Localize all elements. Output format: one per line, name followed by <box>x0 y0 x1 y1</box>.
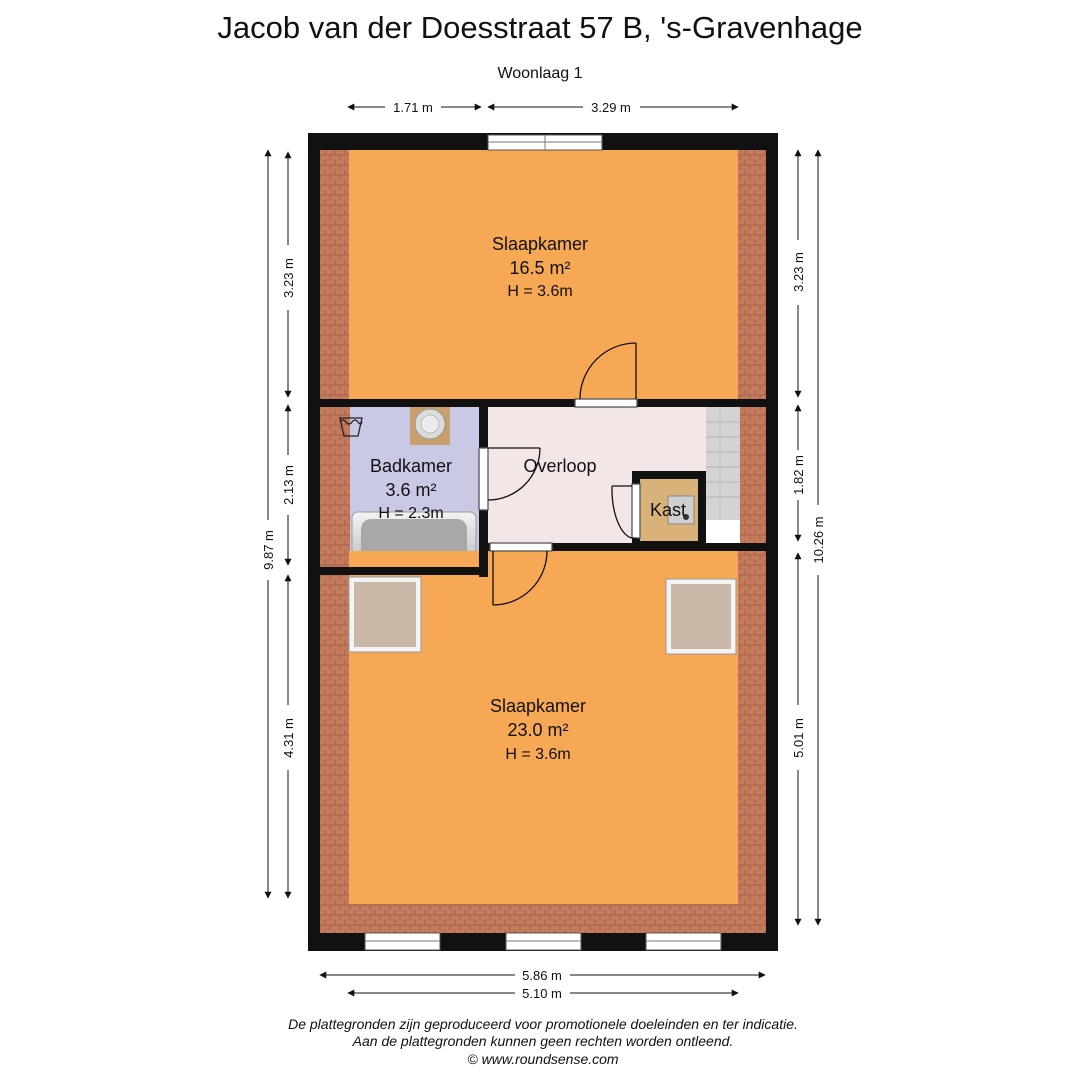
svg-text:5.10 m: 5.10 m <box>522 986 562 1001</box>
svg-text:1.82 m: 1.82 m <box>791 455 806 495</box>
svg-text:5.01 m: 5.01 m <box>791 718 806 758</box>
dim-left-lower <box>281 575 296 898</box>
dim-top-right <box>488 100 738 115</box>
label-slaapkamer-top-area: 16.5 m² <box>509 258 571 278</box>
svg-text:9.87 m: 9.87 m <box>261 530 276 570</box>
label-slaapkamer-bottom-name: Slaapkamer <box>489 696 587 716</box>
dim-right-lower <box>791 553 806 925</box>
window-bottom-2 <box>506 933 581 950</box>
footer-disclaimer-1: De plattegronden zijn geproduceerd voor promotionele doeleinden en ter indicatie. <box>288 1016 798 1032</box>
sink-drain <box>421 415 439 433</box>
dim-right-middle <box>791 405 806 541</box>
window-top <box>488 135 602 150</box>
dim-right-outer <box>811 150 826 925</box>
dim-left-upper <box>281 152 296 397</box>
label-slaapkamer-top-height: H = 3.6m <box>507 283 573 300</box>
dim-bottom-inner <box>348 986 738 1001</box>
svg-text:3.29 m: 3.29 m <box>591 100 631 115</box>
svg-text:3.23 m: 3.23 m <box>791 252 806 292</box>
label-slaapkamer-bottom-area: 23.0 m² <box>507 720 569 740</box>
roof-window-right <box>666 579 736 654</box>
label-badkamer-height: H = 2.3m <box>378 505 444 522</box>
svg-text:3.23 m: 3.23 m <box>281 258 296 298</box>
window-bottom-3 <box>646 933 721 950</box>
dim-top-left <box>348 100 481 115</box>
dim-left-outer <box>261 150 276 898</box>
footer-copyright: © www.roundsense.com <box>467 1051 619 1067</box>
floor-level-label: Woonlaag 1 <box>497 65 583 82</box>
label-badkamer-name: Badkamer <box>369 456 453 476</box>
stairs <box>706 407 740 543</box>
svg-text:5.86 m: 5.86 m <box>522 968 562 983</box>
svg-text:4.31 m: 4.31 m <box>281 718 296 758</box>
label-badkamer-area: 3.6 m² <box>385 480 437 500</box>
roof-slope-bathroom <box>320 407 350 567</box>
svg-text:2.13 m: 2.13 m <box>281 465 296 505</box>
roof-window-left <box>349 577 421 652</box>
label-overloop: Overloop <box>523 456 597 476</box>
wall-horizontal-upper <box>320 399 766 407</box>
window-bottom-1 <box>365 933 440 950</box>
label-slaapkamer-bottom-height: H = 3.6m <box>505 746 571 763</box>
svg-text:10.26 m: 10.26 m <box>811 516 826 564</box>
dim-left-middle <box>281 405 296 565</box>
roof-slope-stairwell <box>740 407 766 543</box>
footer-disclaimer-2: Aan de plattegronden kunnen geen rechten worden ontleend. <box>352 1033 734 1049</box>
dim-bottom-outer <box>320 968 765 983</box>
svg-text:1.71 m: 1.71 m <box>393 100 433 115</box>
wall-bathroom-bottom <box>320 567 488 575</box>
dim-right-upper <box>791 150 806 397</box>
page-title: Jacob van der Doesstraat 57 B, 's-Gravenhage <box>217 10 863 45</box>
label-kast: Kast <box>649 500 687 520</box>
label-slaapkamer-top-name: Slaapkamer <box>491 234 589 254</box>
